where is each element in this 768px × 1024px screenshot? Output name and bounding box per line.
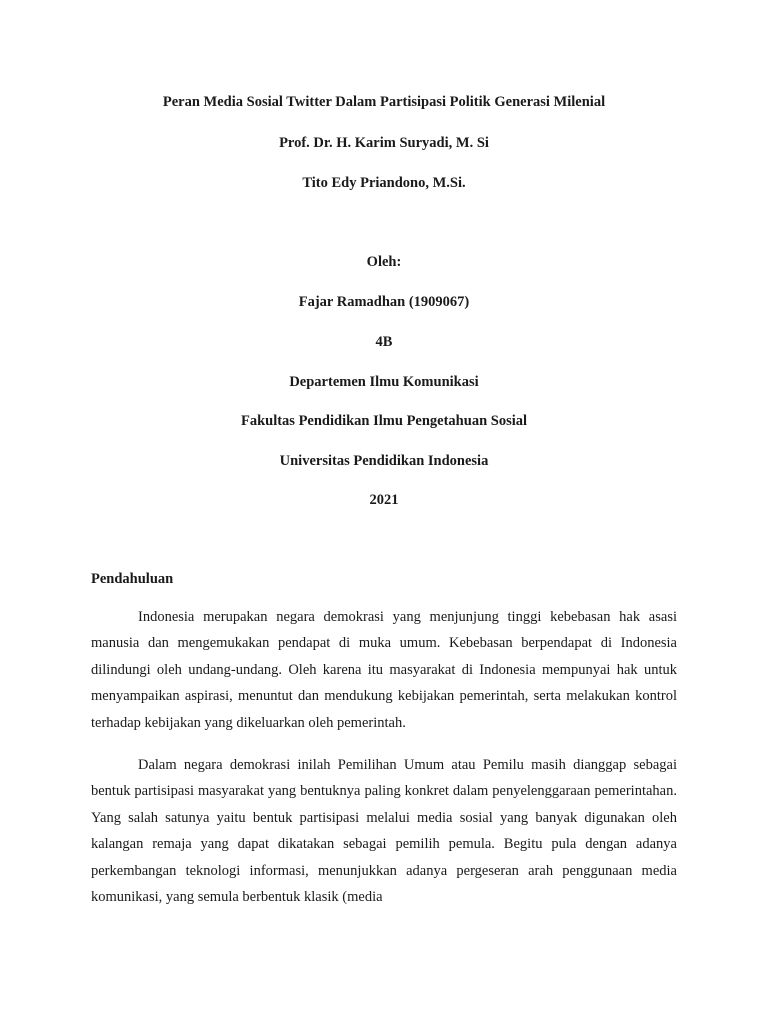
lecturer-name-2: Tito Edy Priandono, M.Si. [302, 175, 466, 191]
author-name: Fajar Ramadhan (1909067) [298, 294, 470, 310]
university-name: Universitas Pendidikan Indonesia [279, 453, 489, 469]
document-title: Peran Media Sosial Twitter Dalam Partisipasi Politik Generasi Milenial [162, 94, 606, 110]
section-heading: Pendahuluan [91, 571, 174, 587]
department-name: Departemen Ilmu Komunikasi [289, 374, 479, 390]
faculty-name: Fakultas Pendidikan Ilmu Pengetahuan Sosial [240, 413, 528, 429]
lecturer-name-1: Prof. Dr. H. Karim Suryadi, M. Si [279, 135, 489, 151]
year-label: 2021 [369, 492, 399, 508]
paragraph-1: Indonesia merupakan negara demokrasi yang menjunjung tinggi kebebasan hak asasi manusia dan mengemukakan pendapat di muka umum. Kebebasan berpendapat di Indonesia dilindungi oleh undang-undang. Oleh karena itu masyarakat di Indonesia mempunyai hak untuk menyampaikan aspirasi, menuntut dan mendukung kebijakan pemerintah, serta melakukan kontrol terhadap kebijakan yang dikeluarkan oleh pemerintah. [91, 609, 677, 731]
paragraph-2: Dalam negara demokrasi inilah Pemilihan Umum atau Pemilu masih dianggap sebagai bentuk partisipasi masyarakat yang bentuknya paling konkret dalam penyelenggaraan pemerintahan. Yang salah satunya yaitu bentuk partisipasi melalui media sosial yang banyak digunakan oleh kalangan remaja yang dapat dikatakan sebagai pemilih pemula. Begitu pula dengan adanya perkembangan teknologi informasi, menunjukkan adanya pergeseran arah penggunaan media komunikasi, yang semula berbentuk klasik (media [91, 757, 677, 906]
by-label: Oleh: [366, 254, 402, 270]
class-label: 4B [375, 334, 393, 350]
